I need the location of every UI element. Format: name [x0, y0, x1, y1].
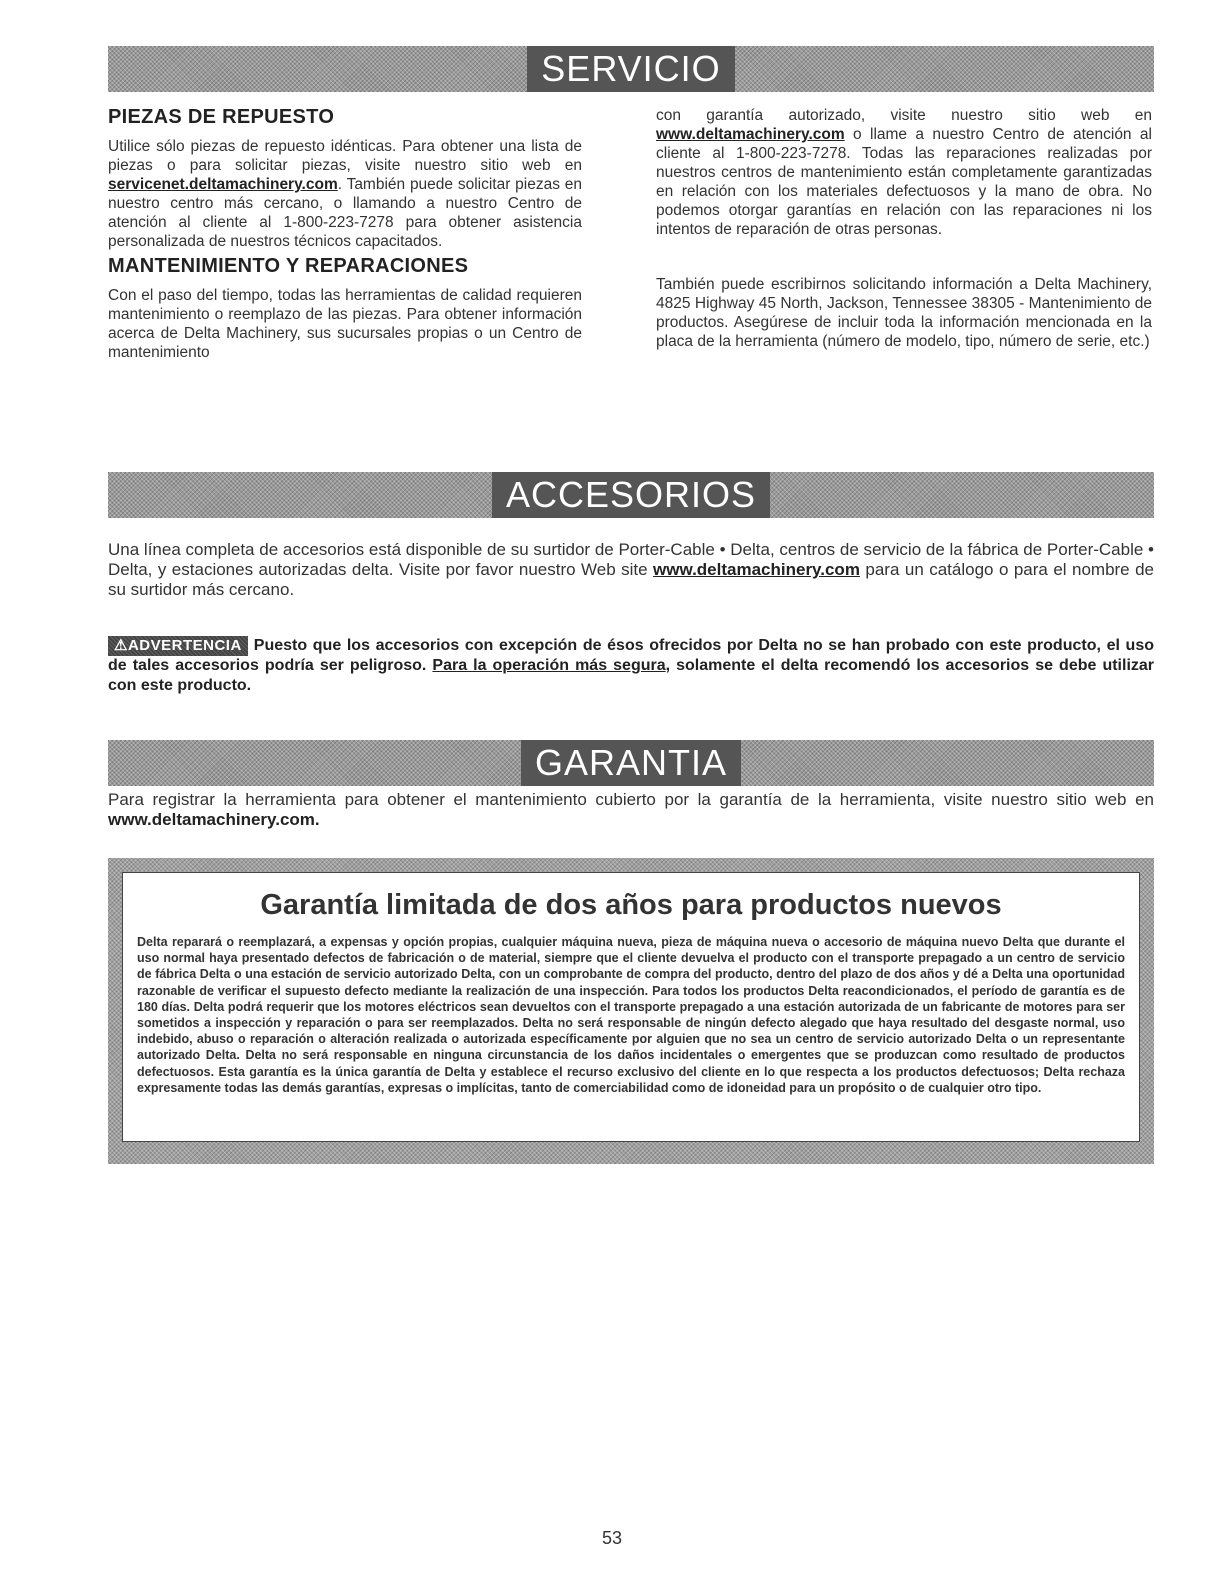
servicio-left-column: [108, 108, 582, 362]
garantia-banner-title: GARANTIA: [521, 740, 741, 786]
accesorios-banner: [108, 472, 1154, 518]
deltamachinery-link-3[interactable]: www.deltamachinery.com.: [108, 810, 320, 829]
page-number: 53: [601, 1528, 623, 1548]
servicio-right-column: [656, 106, 1152, 351]
warranty-title: Garantía limitada de dos años para productos nuevos: [260, 889, 1002, 921]
mantenimiento-heading: MANTENIMIENTO Y REPARACIONES: [108, 255, 469, 277]
warranty-text: Delta reparará o reemplazará, a expensas y opción propias, cualquier máquina nueva, pieza de máquina nueva o accesorio de máquina nuevo Delta que durante el uso normal haya presentado defectos de fabricación o de material, siempre que el cliente devuelva el producto con el transporte prepagado a un centro de servicio de fábrica Delta o una estación de servicio autorizado Delta, con un comprobante de compra del producto, dentro del plazo de dos años y dé a Delta una oportunidad razonable de verificar el supuesto defecto mediante la realización de una inspección. Para todos los productos Delta reacondicionados, el período de garantía es de 180 días. Delta podrá requerir que los motores eléctricos sean devueltos con el transporte prepagado a una estación autorizada de un fabricante de motores para ser sometidos a inspección y reparación o para ser reemplazados. Delta no será responsable de ningún defecto alegado que haya resultado del desgaste normal, uso indebido, abuso o reparación o alteración realizada o autorizada específicamente por alguien que no sea un centro de servicio autorizado Delta o un representante autorizado Delta. Delta no será responsable en ninguna circunstancia de los daños incidentales o emergentes que se produzcan como resultado de productos defectuosos. Esta garantía es la única garantía de Delta y establece el recurso exclusivo del cliente en lo que respecta a los productos defectuosos; Delta rechaza expresamente todas las demás garantías, expresas o implícitas, tanto de comerciabilidad como de idoneidad para un propósito o de cualquier otro tipo.: [137, 935, 1125, 1095]
garantia-registro-text: Para registrar la herramienta para obtener el mantenimiento cubierto por la garantía de la herramienta, visite nuestro sitio web en www.deltamachinery.com.: [108, 790, 1154, 829]
advertencia-block: ⚠ADVERTENCIA Puesto que los accesorios con excepción de ésos ofrecidos por Delta no se han probado con este producto, el uso de tales accesorios podría ser peligroso. Para la operación más segura, solamente el delta recomendó los accesorios se debe utilizar con este producto.: [108, 637, 1155, 694]
warranty-box: [108, 858, 1154, 1164]
piezas-heading: PIEZAS DE REPUESTO: [108, 106, 335, 128]
garantia-banner: [108, 740, 1154, 786]
accesorios-text: Una línea completa de accesorios está disponible de su surtidor de Porter-Cable • Delta, centros de servicio de la fábrica de Porter-Cable • Delta, y estaciones autorizadas delta. Visite por favor nuestro Web site www.deltamachinery.com para un catálogo o para el nombre de su surtidor más cercano.: [108, 540, 1154, 599]
accesorios-banner-title: ACCESORIOS: [492, 472, 770, 518]
contacto-text: También puede escribirnos solicitando información a Delta Machinery, 4825 Highway 45 North, Jackson, Tennessee 38305 - Mantenimiento de productos. Asegúrese de incluir toda la información mencionada en la placa de la herramienta (número de modelo, tipo, número de serie, etc.): [656, 276, 1152, 350]
operacion-segura-link: Para la operación más segura: [432, 657, 666, 674]
garantia-section: [108, 790, 1154, 830]
warranty-box-inner: [122, 872, 1140, 1142]
accesorios-section: [108, 540, 1154, 600]
warning-badge: ⚠ADVERTENCIA: [108, 636, 248, 656]
mantenimiento-text: Con el paso del tiempo, todas las herramientas de calidad requieren mantenimiento o reemplazo de las piezas. Para obtener información acerca de Delta Machinery, sus sucursales propias o un Centro de mantenimiento: [108, 287, 582, 361]
servicio-banner-title: SERVICIO: [527, 46, 734, 92]
servicio-banner: [108, 46, 1154, 92]
servicenet-link[interactable]: servicenet.deltamachinery.com: [108, 176, 338, 193]
garantia-servicio-text: con garantía autorizado, visite nuestro sitio web en www.deltamachinery.com o llame a nuestro Centro de atención al cliente al 1-800-223-7278. Todas las reparaciones realizadas por nuestros centros de mantenimiento están completamente garantizadas en relación con los materiales defectuosos y la mano de obra. No podemos otorgar garantías en relación con las reparaciones ni los intentos de reparación de otras personas.: [656, 107, 1152, 238]
deltamachinery-link-2[interactable]: www.deltamachinery.com: [653, 560, 860, 579]
piezas-text: Utilice sólo piezas de repuesto idénticas. Para obtener una lista de piezas o para solicitar piezas, visite nuestro sitio web en servicenet.deltamachinery.com. También puede solicitar piezas en nuestro centro más cercano, o llamando a nuestro Centro de atención al cliente al 1-800-223-7278 para obtener asistencia personalizada de nuestros técnicos capacitados.: [108, 138, 582, 250]
deltamachinery-link-1[interactable]: www.deltamachinery.com: [656, 126, 845, 143]
